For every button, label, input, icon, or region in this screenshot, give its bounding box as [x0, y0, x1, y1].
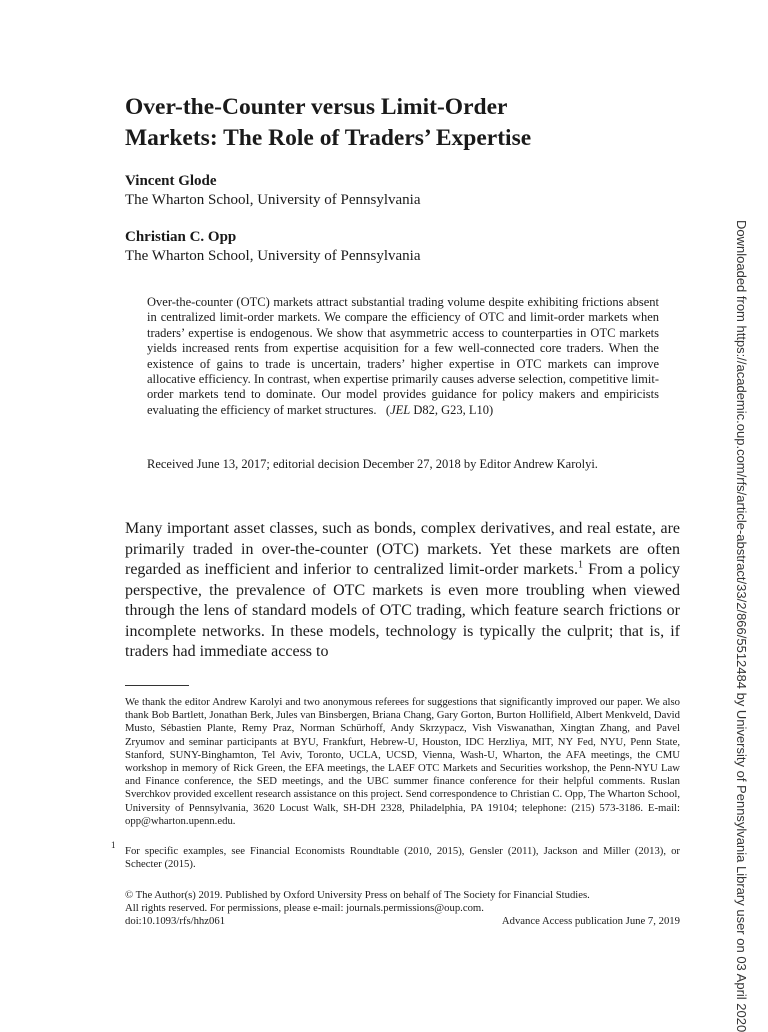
footnote-1: For specific examples, see Financial Economists Roundtable (2010, 2015), Gensler (2011), Jackson and Miller (2013), or Schecter (2015).	[125, 845, 680, 871]
abstract: Over-the-counter (OTC) markets attract substantial trading volume despite exhibiting frictions absent in centralized limit-order markets. We compare the efficiency of OTC and limit-order markets when traders’ expertise is endogenous. We show that asymmetric access to counterparties in OTC markets yields increased rents from expertise acquisition for a few well-connected core traders. When the existence of gains to trade is uncertain, traders’ higher expertise in OTC markets can improve allocative efficiency. In contrast, when expertise primarily causes adverse selection, competitive limit-order markets tend to dominate. Our model provides guidance for policy makers and empiricists evaluating the efficiency of market structures. (JEL D82, G23, L10)	[147, 295, 659, 417]
title-line-2: Markets: The Role of Traders’ Expertise	[125, 125, 532, 151]
doi[interactable]: doi:10.1093/rfs/hhz061	[125, 915, 226, 928]
doi-row	[125, 915, 680, 928]
abstract-text: Over-the-counter (OTC) markets attract substantial trading volume despite exhibiting frictions absent in centralized limit-order markets. We compare the efficiency of OTC and limit-order markets when traders’ expertise is endogenous. We show that asymmetric access to counterparties in OTC markets yields increased rents from expertise acquisition for a few well-connected core traders. When the existence of gains to trade is uncertain, traders’ higher expertise in OTC markets can improve allocative efficiency. In contrast, when expertise primarily causes adverse selection, competitive limit-order markets tend to dominate. Our model provides guidance for policy makers and empiricists evaluating the efficiency of market structures.	[147, 295, 659, 417]
author-name-2: Christian C. Opp	[125, 229, 237, 245]
copyright-block	[125, 889, 680, 929]
received-dates: Received June 13, 2017; editorial decision December 27, 2018 by Editor Andrew Karolyi.	[147, 457, 598, 471]
jel-prefix: JEL	[390, 402, 411, 417]
jel-codes: D82, G23, L10)	[410, 402, 494, 417]
body-text-part-2: From a policy perspective, the prevalence of OTC markets is even more troubling when viewed through the lens of standard models of OTC trading, which feature search frictions or incomplete networks. In these models, technology is typically the culprit; that is, if traders had immediate access to	[125, 561, 681, 660]
footnote-divider	[125, 685, 189, 686]
author-name-1: Vincent Glode	[125, 173, 217, 189]
paper-title	[125, 92, 685, 154]
advance-access-note: Advance Access publication June 7, 2019	[501, 915, 680, 928]
body-paragraph	[125, 519, 680, 663]
author-affiliation-1: The Wharton School, University of Pennsylvania	[125, 192, 421, 208]
copyright-line-2: All rights reserved. For permissions, please e-mail: journals.permissions@oup.com.	[125, 902, 484, 915]
footnote-1-mark: 1	[111, 840, 116, 850]
body-text-part-1: Many important asset classes, such as bonds, complex derivatives, and real estate, are primarily traded in over-the-counter (OTC) markets. Yet these markets are often regarded as inefficient and inferior to centralized limit-order markets.	[125, 520, 680, 578]
author-affiliation-2: The Wharton School, University of Pennsylvania	[125, 248, 421, 264]
copyright-line-1: © The Author(s) 2019. Published by Oxford University Press on behalf of The Society for Financial Studies.	[125, 889, 590, 901]
footnote-ref-1[interactable]: 1	[578, 559, 584, 571]
acknowledgments-footnote: We thank the editor Andrew Karolyi and two anonymous referees for suggestions that significantly improved our paper. We also thank Bob Bartlett, Jonathan Berk, Jules van Binsbergen, Briana Chang, Gary Gorton, Burton Hollifield, Albert Menkveld, David Musto, Sébastien Plante, Remy Praz, Norman Schürhoff, Andy Skrzypacz, Vish Viswanathan, Xingtan Zhang, and Pavel Zryumov and seminar participants at BYU, Frankfurt, Hebrew-U, Houston, IDC Herzliya, MIT, NY Fed, NYU, Penn State, Stanford, SUNY-Binghamton, Tel Aviv, Toronto, UCLA, UCSD, Vienna, Wash-U, Wharton, the AFA meetings, the CMU workshop in memory of Rick Green, the EFA meetings, the LAEF OTC Markets and Securities workshop, the Penn-NYU Law and Finance conference, the SED meetings, and the UBC summer finance conference for their helpful comments. Ruslan Sverchkov provided excellent research assistance on this project. Send correspondence to Christian C. Opp, The Wharton School, University of Pennsylvania, 3620 Locust Walk, SH-DH 2328, Philadelphia, PA 19104; telephone: (215) 573-3186. E-mail: opp@wharton.upenn.edu.	[125, 696, 680, 827]
download-watermark: Downloaded from https://academic.oup.com/rfs/article-abstract/33/2/866/5512484 by University of Pennsylvania Library user on 03 April 2020	[734, 220, 749, 1032]
title-line-1: Over-the-Counter versus Limit-Order	[125, 94, 508, 120]
